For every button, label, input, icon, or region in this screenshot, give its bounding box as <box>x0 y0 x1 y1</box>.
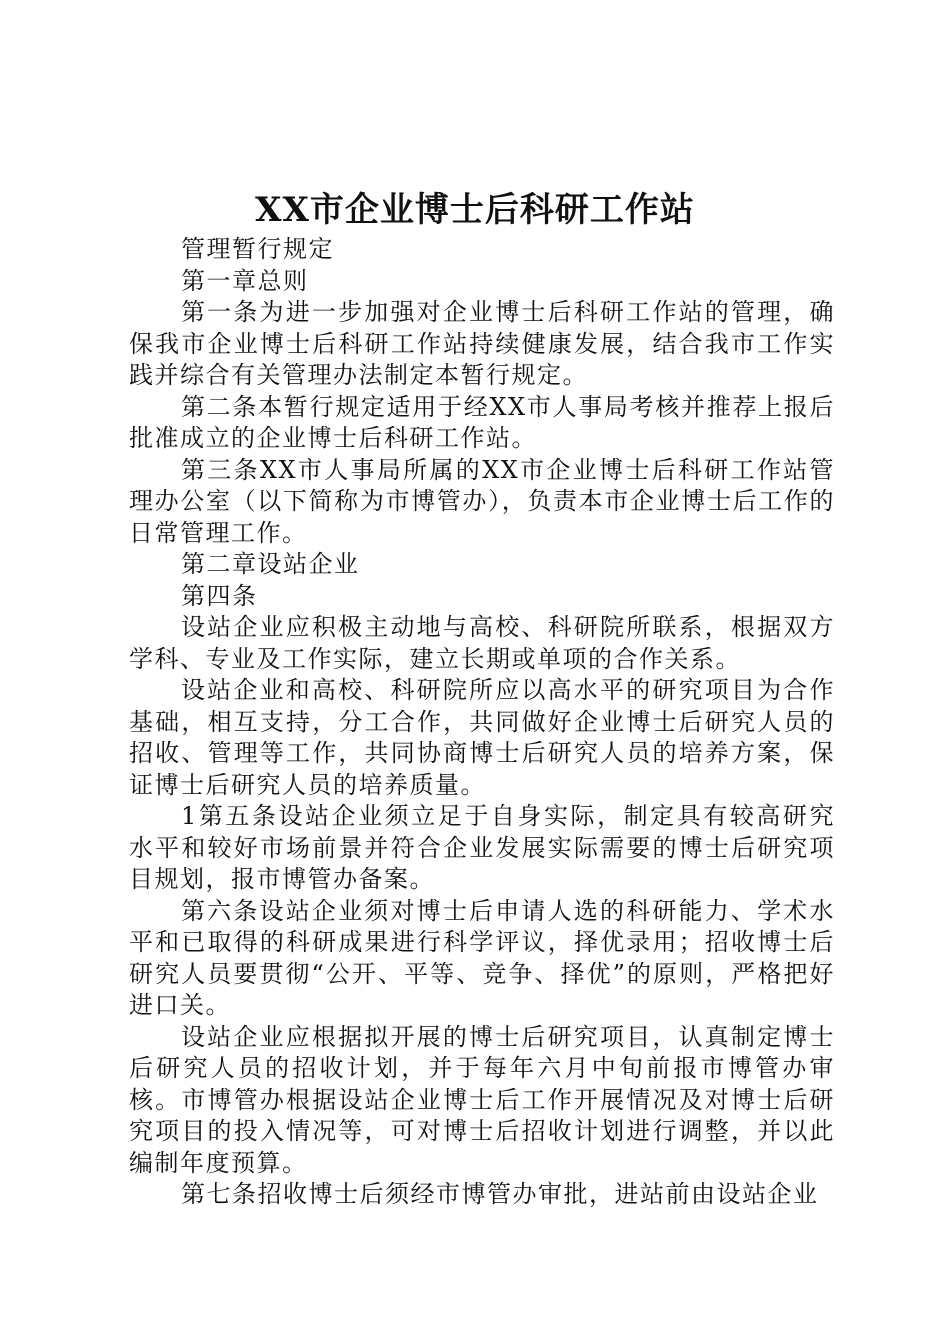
article-paragraph: 第三条XX市人事局所属的XX市企业博士后科研工作站管理办公室（以下简称为市博管办），负责本市企业博士后工作的日常管理工作。 <box>129 455 835 547</box>
article-paragraph: 第七条招收博士后须经市博管办审批，进站前由设站企业 <box>181 1180 819 1208</box>
article-paragraph: 第二条本暂行规定适用于经XX市人事局考核并推荐上报后批准成立的企业博士后科研工作站。 <box>129 392 835 452</box>
article-paragraph: 第一条为进一步加强对企业博士后科研工作站的管理，确保我市企业博士后科研工作站持续健康发展，结合我市工作实践并综合有关管理办法制定本暂行规定。 <box>129 298 835 389</box>
article-paragraph: 设站企业应积极主动地与高校、科研院所联系，根据双方学科、专业及工作实际，建立长期或单项的合作关系。 <box>129 613 835 673</box>
article-paragraph: 1第五条设站企业须立足于自身实际，制定具有较高研究水平和较好市场前景并符合企业发展实际需要的博士后研究项目规划，报市博管办备案。 <box>129 802 835 893</box>
article-paragraph: 设站企业和高校、科研院所应以高水平的研究项目为合作基础，相互支持，分工合作，共同做好企业博士后研究人员的招收、管理等工作，共同协商博士后研究人员的培养方案，保证博士后研究人员的培养质量。 <box>129 676 835 799</box>
chapter-heading: 第一章总则 <box>181 266 309 295</box>
article-paragraph: 设站企业应根据拟开展的博士后研究项目，认真制定博士后研究人员的招收计划，并于每年六月中旬前报市博管办审核。市博管办根据设站企业博士后工作开展情况及对博士后研究项目的投入情况等，可对博士后招收计划进行调整，并以此编制年度预算。 <box>129 1022 835 1177</box>
subtitle-paragraph: 管理暂行规定 <box>181 235 334 263</box>
chapter-heading: 第二章设站企业 <box>181 550 360 578</box>
article-paragraph: 第六条设站企业须对博士后申请人选的科研能力、学术水平和已取得的科研成果进行科学评议，择优录用；招收博士后研究人员要贯彻“公开、平等、竞争、择优”的原则，严格把好进口关。 <box>129 896 835 1019</box>
document-title: XX市企业博士后科研工作站 <box>255 190 695 230</box>
article-heading: 第四条 <box>181 581 258 610</box>
document-body <box>129 234 835 1211</box>
